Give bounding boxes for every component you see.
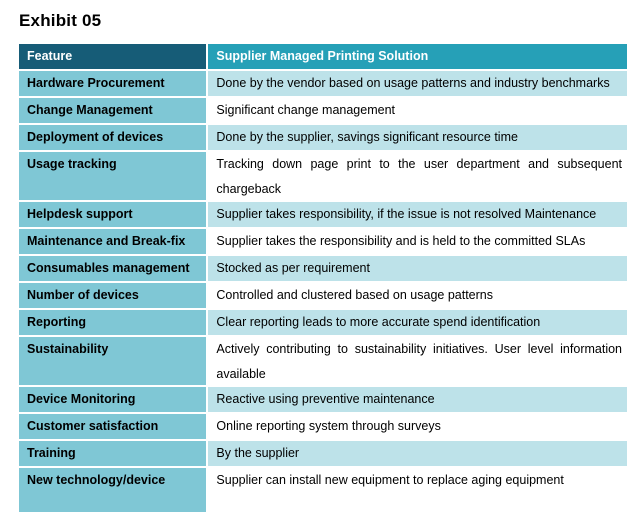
solution-cell: Done by the vendor based on usage patterns and industry benchmarks: [208, 71, 627, 96]
table-row: [19, 335, 627, 385]
solution-cell: Supplier takes responsibility, if the issue is not resolved Maintenance: [208, 202, 627, 227]
solution-cell: Stocked as per requirement: [208, 256, 627, 281]
table-row: [19, 227, 627, 254]
solution-cell: Clear reporting leads to more accurate spend identification: [208, 310, 627, 335]
feature-cell: Number of devices: [19, 283, 206, 308]
feature-cell: Hardware Procurement: [19, 71, 206, 96]
table-row: [19, 412, 627, 439]
table-row: [19, 254, 627, 281]
table-header-row: [19, 44, 627, 69]
solution-cell: Supplier takes the responsibility and is held to the committed SLAs: [208, 229, 627, 254]
solution-cell: Done by the supplier, savings significant resource time: [208, 125, 627, 150]
feature-cell: Consumables management: [19, 256, 206, 281]
page-title: Exhibit 05: [19, 11, 102, 30]
solution-cell: Significant change management: [208, 98, 627, 123]
table-row: [19, 200, 627, 227]
table-row: [19, 308, 627, 335]
feature-cell: Change Management: [19, 98, 206, 123]
feature-cell: Sustainability: [19, 337, 206, 385]
solution-cell: Tracking down page print to the user department and subsequent chargeback: [208, 152, 627, 200]
feature-cell: Usage tracking: [19, 152, 206, 200]
table-row: [19, 69, 627, 96]
solution-cell: By the supplier: [208, 441, 627, 466]
solution-cell: Actively contributing to sustainability initiatives. User level information available: [208, 337, 627, 385]
table-row: [19, 385, 627, 412]
header-feature: Feature: [19, 44, 206, 69]
solution-cell: Online reporting system through surveys: [208, 414, 627, 439]
feature-cell: Helpdesk support: [19, 202, 206, 227]
feature-cell: Deployment of devices: [19, 125, 206, 150]
feature-cell: Maintenance and Break-fix: [19, 229, 206, 254]
table-row: [19, 439, 627, 466]
solution-cell: Reactive using preventive maintenance: [208, 387, 627, 412]
solution-cell: Controlled and clustered based on usage patterns: [208, 283, 627, 308]
table-row: [19, 281, 627, 308]
feature-cell: Customer satisfaction: [19, 414, 206, 439]
feature-cell: Reporting: [19, 310, 206, 335]
table-row: [19, 123, 627, 150]
table-row: [19, 466, 627, 512]
comparison-table: [19, 44, 627, 512]
feature-cell: New technology/device: [19, 468, 206, 512]
table-row: [19, 150, 627, 200]
feature-cell: Device Monitoring: [19, 387, 206, 412]
table-row: [19, 96, 627, 123]
solution-cell: Supplier can install new equipment to replace aging equipment: [208, 468, 627, 512]
header-solution: Supplier Managed Printing Solution: [208, 44, 627, 69]
feature-cell: Training: [19, 441, 206, 466]
